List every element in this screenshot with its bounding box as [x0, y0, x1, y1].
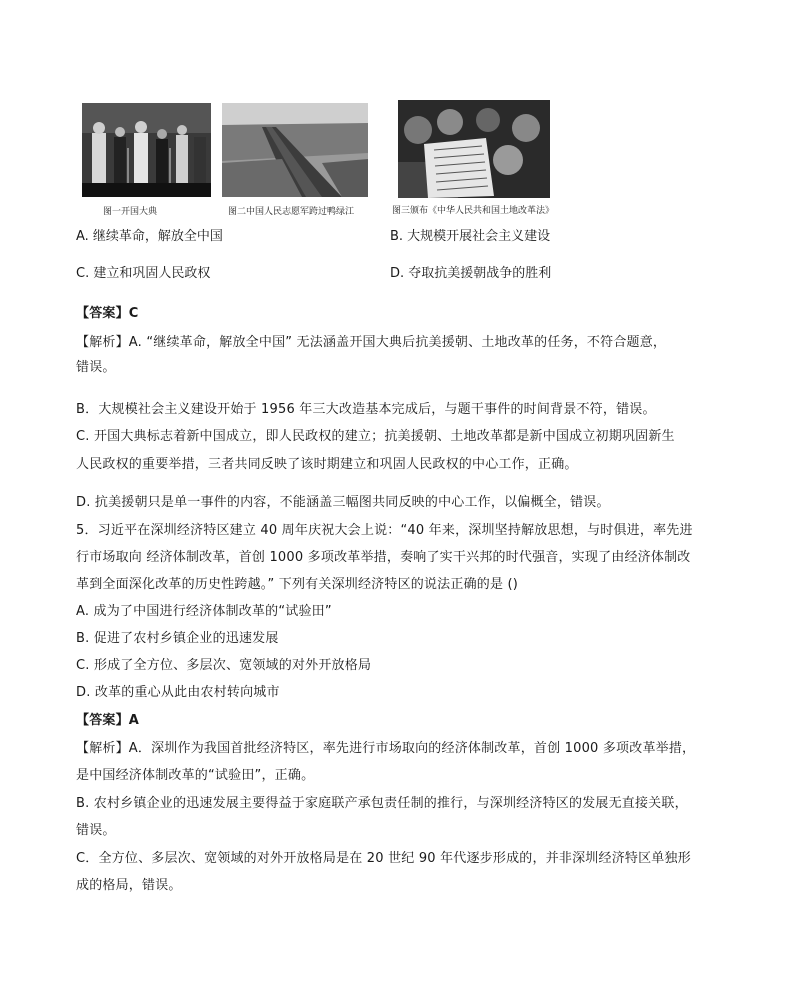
- q5-stem-line: 行市场取向 经济体制改革，首创 1000 多项改革举措，奏响了实干兴邦的时代强音，实现了由经济体制改: [76, 550, 691, 565]
- figure-land-reform-photo: [398, 100, 550, 198]
- photo-volunteers-crossing-yalu-icon: [222, 103, 368, 197]
- q4-option-a: A. 继续革命，解放全中国: [76, 229, 223, 244]
- q5-option-b: B. 促进了农村乡镇企业的迅速发展: [76, 631, 279, 646]
- q5-analysis-line: B. 农村乡镇企业的迅速发展主要得益于家庭联产承包责任制的推行，与深圳经济特区的发展无直接关联，: [76, 796, 688, 811]
- q4-option-c: C. 建立和巩固人民政权: [76, 266, 211, 281]
- figure-2-caption: 图二中国人民志愿军跨过鸭绿江: [228, 207, 355, 217]
- q5-option-d: D. 改革的重心从此由农村转向城市: [76, 685, 280, 700]
- q4-answer: 【答案】C: [76, 306, 139, 321]
- q5-analysis-line: C．全方位、多层次、宽领域的对外开放格局是在 20 世纪 90 年代逐步形成的，并非深圳经济特区单独形: [76, 851, 691, 866]
- q4-option-b: B. 大规模开展社会主义建设: [390, 229, 551, 244]
- q5-stem-line: 革到全面深化改革的历史性跨越。” 下列有关深圳经济特区的说法正确的是 (): [76, 577, 519, 592]
- q5-analysis-line: 是中国经济体制改革的“试验田”，正确。: [76, 768, 315, 783]
- photo-land-reform-law-icon: [398, 100, 550, 198]
- q5-analysis-line: 错误。: [76, 823, 116, 838]
- q5-analysis-line: 成的格局，错误。: [76, 878, 182, 893]
- figure-3-caption: 图三颁布《中华人民共和国土地改革法》: [392, 206, 555, 216]
- q4-analysis-line: 人民政权的重要举措，三者共同反映了该时期建立和巩固人民政权的中心工作，正确。: [76, 457, 578, 472]
- q4-analysis-line: 【解析】A. “继续革命，解放全中国” 无法涵盖开国大典后抗美援朝、土地改革的任务，不符合题意，: [76, 335, 667, 350]
- q4-analysis-line: D. 抗美援朝只是单一事件的内容，不能涵盖三幅图共同反映的中心工作，以偏概全，错误。: [76, 495, 610, 510]
- q5-answer: 【答案】A: [76, 713, 140, 728]
- figure-1-caption: 图一开国大典: [103, 207, 158, 217]
- figure-founding-ceremony-photo: [82, 103, 211, 197]
- q4-option-d: D. 夺取抗美援朝战争的胜利: [390, 266, 552, 281]
- photo-founding-ceremony-icon: [82, 103, 211, 197]
- q5-option-a: A. 成为了中国进行经济体制改革的“试验田”: [76, 604, 332, 619]
- q5-stem-line: 5．习近平在深圳经济特区建立 40 周年庆祝大会上说：“40 年来，深圳坚持解放思想，与时俱进，率先进: [76, 523, 693, 538]
- q4-analysis-line: 错误。: [76, 360, 116, 375]
- q5-option-c: C. 形成了全方位、多层次、宽领域的对外开放格局: [76, 658, 372, 673]
- q5-analysis-line: 【解析】A．深圳作为我国首批经济特区，率先进行市场取向的经济体制改革，首创 1000 多项改革举措，: [76, 741, 696, 756]
- q4-analysis-line: C. 开国大典标志着新中国成立，即人民政权的建立；抗美援朝、土地改革都是新中国成立初期巩固新生: [76, 429, 675, 444]
- figure-volunteers-crossing-photo: [222, 103, 368, 197]
- q4-analysis-line: B．大规模社会主义建设开始于 1956 年三大改造基本完成后，与题干事件的时间背景不符，错误。: [76, 402, 656, 417]
